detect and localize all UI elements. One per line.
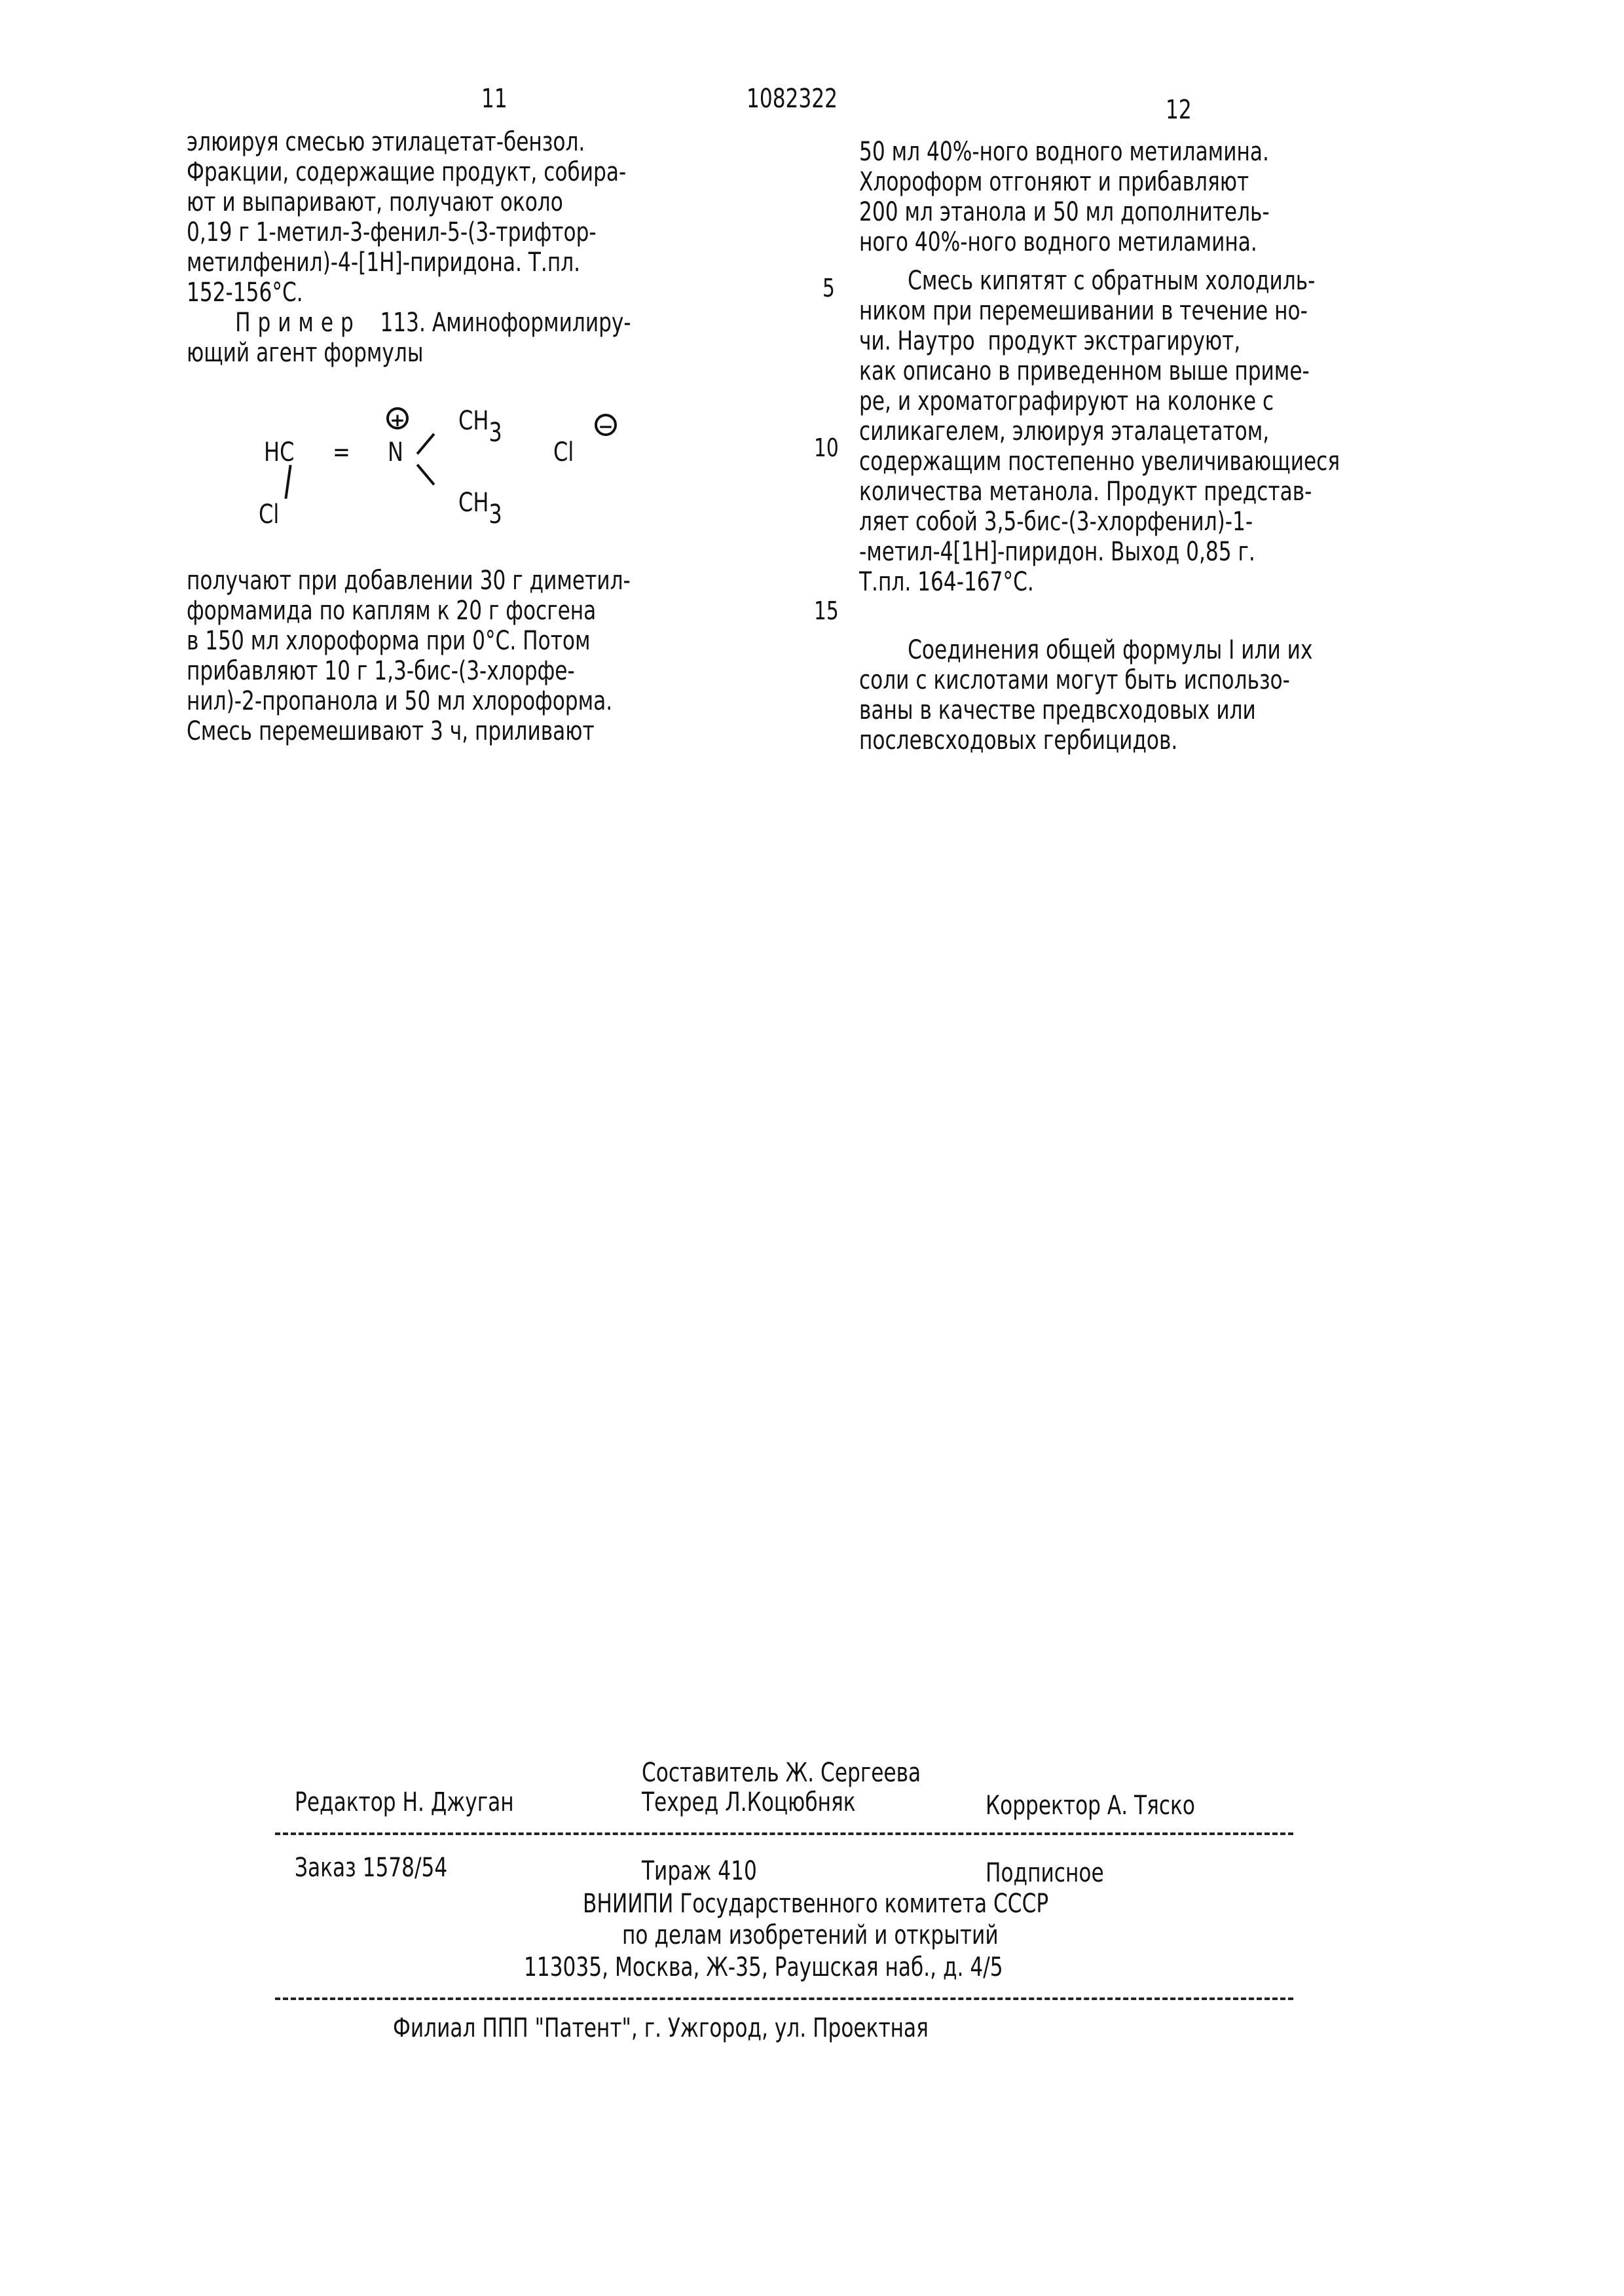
footer-corrector: Корректор А. Тяско xyxy=(986,1791,1195,1821)
text-line: ре, и хроматографируют на колонке с xyxy=(859,386,1340,416)
text-line: ляет собой 3,5-бис-(3-хлорфенил)-1- xyxy=(859,507,1340,537)
right-column-p2 xyxy=(859,266,1475,597)
patent-page xyxy=(0,0,1624,2296)
example-heading-line xyxy=(187,308,631,338)
text-line: содержащим постепенно увеличивающиеся xyxy=(859,446,1340,477)
text-line: Хлороформ отгоняют и прибавляют xyxy=(859,167,1270,197)
text-line: ют и выпаривают, получают около xyxy=(187,187,631,217)
footer-compiler: Составитель Ж. Сергеева xyxy=(642,1758,921,1788)
example-heading-rest: 113. Аминоформилиру- xyxy=(380,308,631,338)
text-line: чи. Наутро продукт экстрагируют, xyxy=(859,326,1340,356)
footer-org-line2: по делам изобретений и открытий xyxy=(622,1920,999,1950)
left-column-bottom xyxy=(187,566,756,746)
chemical-formula xyxy=(183,380,838,550)
text-line: нил)-2-пропанола и 50 мл хлороформа. xyxy=(187,686,631,716)
formula-double-bond: = xyxy=(333,437,350,467)
footer-subscription: Подписное xyxy=(986,1858,1104,1888)
footer-divider-top xyxy=(275,1832,1293,1835)
example-heading: Пример xyxy=(235,308,361,338)
page-number-right: 12 xyxy=(1166,95,1192,125)
text-line: Соединения общей формулы I или их xyxy=(859,635,1312,665)
text-line: 200 мл этанола и 50 мл дополнитель- xyxy=(859,197,1270,227)
text-line: 50 мл 40%-ного водного метиламина. xyxy=(859,137,1270,167)
text-line: ником при перемешивании в течение но- xyxy=(859,296,1340,326)
text-line: количества метанола. Продукт представ- xyxy=(859,477,1340,507)
footer-order: Заказ 1578/54 xyxy=(295,1853,447,1883)
line-number-5: 5 xyxy=(822,274,835,302)
text-line: Смесь кипятят с обратным холодиль- xyxy=(859,266,1340,296)
line-number-10: 10 xyxy=(814,433,839,462)
bond-vertical xyxy=(284,465,291,499)
formula-methyl-bottom: CH3 xyxy=(458,488,502,530)
text-line: элюируя смесью этилацетат-бензол. xyxy=(187,127,631,157)
text-line: ющий агент формулы xyxy=(187,338,631,368)
positive-charge-icon: + xyxy=(386,407,409,429)
footer-divider-bottom xyxy=(275,1997,1293,2000)
right-column-p1 xyxy=(859,137,1385,257)
bond-upper xyxy=(416,433,435,454)
text-line: ваны в качестве предвсходовых или xyxy=(859,695,1312,725)
text-line: ного 40%-ного водного метиламина. xyxy=(859,227,1270,257)
footer-circulation: Тираж 410 xyxy=(642,1856,757,1886)
text-line: 0,19 г 1-метил-3-фенил-5-(3-трифтор- xyxy=(187,217,631,247)
formula-methyl-top: CH3 xyxy=(458,406,502,448)
text-line: метилфенил)-4-[1H]-пиридона. Т.пл. xyxy=(187,247,631,278)
line-number-15: 15 xyxy=(814,596,839,625)
text-line: Смесь перемешивают 3 ч, приливают xyxy=(187,716,631,746)
footer-branch: Филиал ППП "Патент", г. Ужгород, ул. Проектная xyxy=(393,2013,929,2043)
text-line: силикагелем, элюируя эталацетатом, xyxy=(859,416,1340,446)
text-line: получают при добавлении 30 г диметил- xyxy=(187,566,631,596)
text-line: Т.пл. 164-167°C. xyxy=(859,567,1340,597)
patent-number: 1082322 xyxy=(747,84,838,114)
formula-chloride-anion: Cl xyxy=(553,437,574,467)
footer-org-line1: ВНИИПИ Государственного комитета СССР xyxy=(583,1889,1048,1919)
left-column-top xyxy=(187,127,756,368)
right-column-p3 xyxy=(859,635,1441,756)
footer-techred: Техред Л.Коцюбняк xyxy=(642,1787,856,1817)
text-line: Фракции, содержащие продукт, собира- xyxy=(187,157,631,187)
negative-charge-icon: − xyxy=(595,414,617,436)
text-line: прибавляют 10 г 1,3-бис-(3-хлорфе- xyxy=(187,656,631,686)
text-line: формамида по каплям к 20 г фосгена xyxy=(187,596,631,626)
formula-hc: HC xyxy=(264,437,294,467)
page-number-left: 11 xyxy=(481,84,507,114)
footer-editor: Редактор Н. Джуган xyxy=(295,1787,514,1817)
formula-cl-substituent: Cl xyxy=(259,500,279,530)
formula-nitrogen: N xyxy=(388,437,403,467)
text-line: как описано в приведенном выше приме- xyxy=(859,356,1340,386)
text-line: -метил-4[1H]-пиридон. Выход 0,85 г. xyxy=(859,537,1340,567)
text-line: в 150 мл хлороформа при 0°C. Потом xyxy=(187,626,631,656)
text-line: послевсходовых гербицидов. xyxy=(859,725,1312,756)
bond-lower xyxy=(416,464,435,485)
text-line: соли с кислотами могут быть использо- xyxy=(859,665,1312,695)
footer-address: 113035, Москва, Ж-35, Раушская наб., д. 4/5 xyxy=(524,1952,1003,1982)
text-line: 152-156°C. xyxy=(187,278,631,308)
